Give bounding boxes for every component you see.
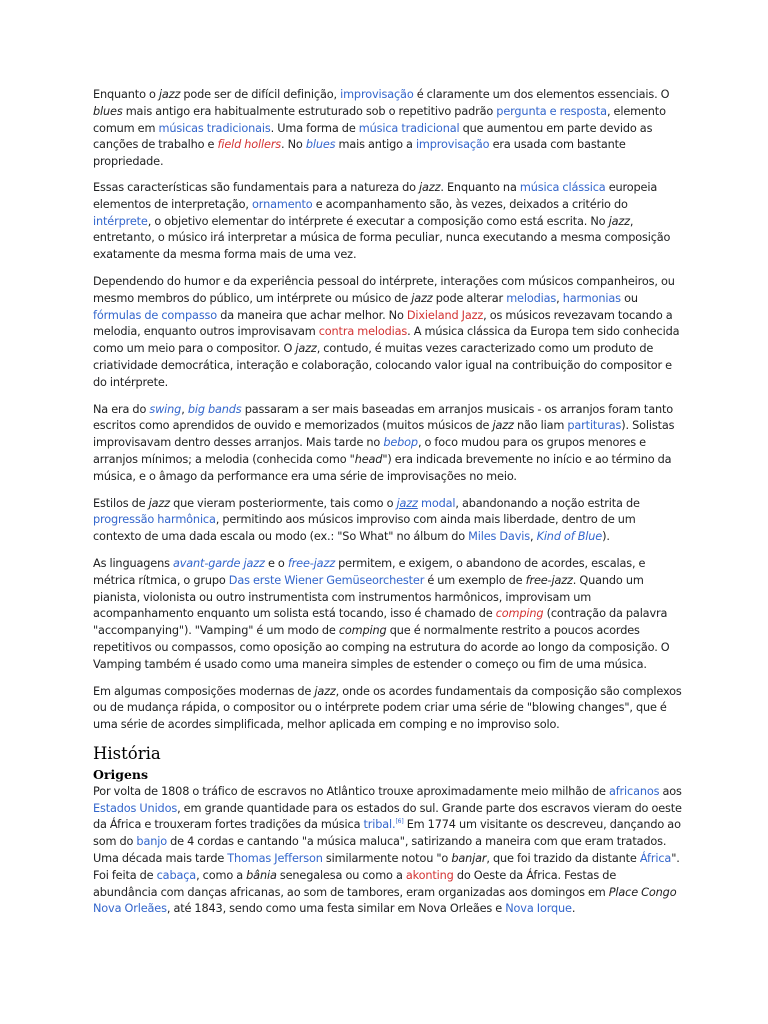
text-run: senegalesa ou como a [276, 868, 406, 882]
article-paragraph [93, 684, 683, 734]
italic-text: jazz [295, 342, 317, 356]
text-run: , como a [196, 868, 247, 882]
text-run: ") era indicada brevemente no início e ao término da música, e o âmago da performance era uma série de improvisações no meio. [93, 452, 672, 483]
text-run: Por volta de 1808 o tráfico de escravos no Atlântico trouxe aproximadamente meio milhão de [93, 784, 609, 798]
text-run: europeia elementos de interpretação, [93, 180, 658, 211]
text-run: . Uma forma de [270, 121, 359, 135]
text-run: , [181, 402, 188, 416]
inline-link[interactable]: . [392, 818, 396, 832]
inline-link[interactable]: modal [420, 496, 456, 510]
italic-text: free-jazz [525, 573, 573, 587]
inline-link[interactable]: músicas tradicionais [158, 121, 271, 135]
inline-link[interactable]: pergunta e resposta [496, 104, 607, 118]
inline-link[interactable]: música tradicional [358, 121, 460, 135]
italic-text: jazz [314, 684, 336, 698]
text-run: . Quando um pianista, violonista ou outro instrumentista com instrumentos harmônicos, improvisam um acompanhamento enquanto um solista está tocando, isso é chamado de [93, 573, 644, 621]
italic-text: jazz [492, 419, 514, 433]
article-body [93, 87, 683, 928]
article-paragraph [93, 274, 683, 392]
text-run: da maneira que achar melhor. No [217, 308, 407, 322]
text-run: mais antigo era habitualmente estruturado sob o repetitivo padrão [122, 104, 497, 118]
italic-text: blues [93, 104, 123, 118]
text-run: similarmente notou "o [322, 852, 452, 866]
italic-text: banjar [451, 852, 487, 866]
text-run: As linguagens [93, 556, 173, 570]
text-run: era usada com bastante propriedade. [93, 138, 626, 169]
text-run: pode ser de difícil definição, [180, 88, 341, 101]
inline-link[interactable]: tribal [363, 818, 393, 832]
inline-link[interactable]: improvisação [415, 138, 490, 152]
text-run: , entretanto, o músico irá interpretar a música de forma peculiar, nunca executando a mesma composição exatamente da mesma forma mais de uma vez. [93, 214, 671, 262]
article-paragraph [93, 180, 683, 264]
inline-link[interactable] [188, 403, 242, 416]
text-run: , o objetivo elementar do intérprete é executar a composição como está escrita. No [147, 214, 609, 228]
inline-link[interactable]: Miles Davis [468, 530, 530, 544]
italic-text: bânia [246, 868, 277, 882]
italic-text: Place Congo [608, 885, 677, 899]
italic-text: free-jazz [287, 556, 335, 570]
text-run: , elemento comum em [93, 104, 666, 135]
italic-text: field hollers [217, 138, 282, 152]
text-run: ". Foi feita de [93, 852, 680, 882]
text-run: de 4 cordas e cantando "a música maluca", satirizando a maneira com que eram tratados. Uma década mais tarde [93, 835, 667, 866]
subsection-heading-origens: Origens [93, 766, 149, 782]
text-run: , o foco mudou para os grupos menores e arranjos mínimos; a melodia (conhecida como " [93, 436, 646, 466]
text-run: , que foi trazido da distante [486, 852, 640, 866]
text-run: do Oeste da África. Festas de abundância com danças africanas, ao som de tambores, eram organizadas aos domingos em [93, 868, 617, 899]
text-run: , [529, 530, 537, 544]
inline-link[interactable] [383, 436, 418, 449]
text-run: , [556, 291, 563, 305]
text-run: pode alterar [432, 291, 507, 305]
text-run: Em 1774 um visitante os descreveu, dançando ao som do [93, 818, 681, 849]
inline-link[interactable]: Thomas Jefferson [227, 852, 323, 866]
italic-text: jazz [608, 214, 630, 228]
inline-link[interactable] [173, 557, 265, 570]
text-run: , onde os acordes fundamentais da composição são complexos ou de mudança rápida, o compositor ou o intérprete podem criar uma série de "blowing changes", que é uma série de acordes simplificada, melhor aplicada em comping e no improviso solo. [93, 684, 682, 732]
inline-link[interactable]: cabaça [156, 868, 197, 882]
inline-link[interactable]: harmonias [562, 291, 621, 305]
inline-link[interactable]: progressão harmônica [93, 513, 216, 527]
text-run: . Enquanto na [440, 180, 520, 194]
italic-text: head [354, 452, 383, 466]
inline-link[interactable] [288, 557, 335, 570]
italic-text: big bands [187, 402, 242, 416]
text-run: Essas características são fundamentais para a natureza do [93, 180, 420, 194]
text-run: Em algumas composições modernas de [93, 684, 315, 698]
text-run: , abandonando a noção estrita de [455, 496, 640, 510]
text-run: que vieram posteriormente, tais como o [169, 496, 397, 510]
inline-link[interactable]: akonting [405, 868, 454, 882]
article-paragraph [93, 496, 683, 546]
inline-link[interactable]: Das erste Wiener Gemüseorchester [228, 573, 425, 587]
text-run: e acompanhamento são, às vezes, deixados a critério do [312, 197, 628, 211]
text-run: que aumentou em parte devido as canções de trabalho e [93, 121, 653, 152]
inline-link[interactable] [218, 138, 282, 151]
text-run: é um exemplo de [424, 573, 526, 587]
inline-link[interactable]: contra melodias [318, 325, 408, 339]
text-run: Dependendo do humor e da experiência pessoal do intérprete, interações com músicos companheiros, ou mesmo membros do público, um intérprete ou músico de [93, 274, 675, 305]
inline-link[interactable]: improvisação [340, 88, 414, 101]
text-run: é claramente um dos elementos essenciais. O [413, 88, 670, 101]
text-run: aos [659, 784, 682, 798]
text-run: ). Solistas improvisavam dentro desses arranjos. Mais tarde no [93, 419, 675, 450]
inline-link[interactable] [397, 497, 418, 510]
inline-link[interactable] [537, 530, 603, 543]
italic-text: jazz [158, 88, 181, 101]
text-run: não liam [513, 419, 568, 433]
text-run: . A música clássica da Europa tem sido conhecida como um meio para o compositor. O [93, 325, 680, 356]
inline-link[interactable]: música clássica [519, 180, 606, 194]
article-paragraph [93, 87, 683, 171]
inline-link[interactable]: partituras [567, 419, 622, 433]
italic-text: comping [495, 607, 544, 621]
text-run: (contração da palavra "accompanying"). "Vamping" é um modo de [93, 607, 668, 638]
inline-link[interactable]: ornamento [252, 197, 313, 211]
inline-link[interactable]: Nova Orleães [93, 902, 167, 916]
inline-link[interactable] [306, 138, 336, 151]
inline-link[interactable]: africanos [608, 784, 660, 798]
text-run: Enquanto o [93, 88, 159, 101]
inline-link[interactable]: África [639, 852, 672, 866]
italic-text: blues [305, 138, 336, 152]
text-run: passaram a ser mais baseadas em arranjos musicais - os arranjos foram tanto escritos como aprendidos de ouvido e memorizados (muitos músicos de [93, 402, 674, 433]
text-run: Na era do [93, 402, 150, 416]
text-run: que é normalmente restrito a poucos acordes repetitivos ou compassos, como oposição ao comping na estrutura do acorde ao longo da composição. O Vamping também é usado como uma maneira simples de estender o começo ou fim de uma música. [93, 624, 670, 671]
inline-link[interactable]: intérprete [93, 214, 148, 228]
italic-text: swing [149, 402, 182, 416]
text-run: , os músicos revezavam tocando a melodia, enquanto outros improvisavam [93, 308, 673, 339]
inline-link[interactable] [496, 607, 544, 620]
inline-link[interactable]: fórmulas de compasso [93, 308, 218, 322]
italic-text: avant-garde jazz [172, 556, 265, 570]
inline-link[interactable]: melodias [506, 291, 557, 305]
text-run: ). [602, 530, 610, 544]
inline-link[interactable]: Nova Iorque [505, 902, 572, 916]
text-run: . [571, 902, 576, 916]
text-run: , em grande quantidade para os estados do sul. Grande parte dos escravos vieram do oeste da África e trouxeram fortes tradições da música [93, 801, 682, 832]
italic-text: jazz [396, 496, 418, 510]
text-run: , até 1843, sendo como uma festa similar em Nova Orleães e [166, 902, 506, 916]
inline-link[interactable]: banjo [136, 835, 167, 849]
italic-text: jazz [419, 180, 441, 194]
italic-text: Kind of Blue [536, 530, 603, 544]
text-run: ou [620, 291, 638, 305]
article-paragraph [93, 556, 683, 674]
text-run: , contudo, é muitas vezes caracterizado como um produto de criatividade democrática, interação e colaboração, colocando valor igual na contribuição do compositor e do intérprete. [93, 342, 672, 389]
text-run: , permitindo aos músicos improviso com ainda mais liberdade, dentro de um contexto de uma dada escala ou modo (ex.: "So What" no álbum do [93, 513, 636, 544]
inline-link[interactable] [149, 403, 181, 416]
inline-link[interactable]: Dixieland Jazz [406, 308, 484, 322]
text-run: e o [264, 556, 288, 570]
citation-link[interactable]: [6] [395, 818, 404, 826]
article-paragraph [93, 402, 683, 486]
italic-text: bebop [383, 436, 418, 450]
intro-section [93, 87, 683, 734]
text-run: mais antigo a [335, 138, 416, 152]
text-run: permitem, e exigem, o abandono de acordes, escalas, e métrica rítmica, o grupo [93, 556, 646, 587]
italic-text: comping [338, 624, 387, 638]
inline-link[interactable]: Estados Unidos [93, 801, 178, 815]
italic-text: jazz [148, 496, 170, 510]
history-paragraph [93, 784, 683, 918]
section-heading-historia: História [93, 743, 161, 763]
text-run: Estilos de [93, 496, 149, 510]
text-run: . No [281, 138, 306, 152]
italic-text: jazz [411, 291, 433, 305]
